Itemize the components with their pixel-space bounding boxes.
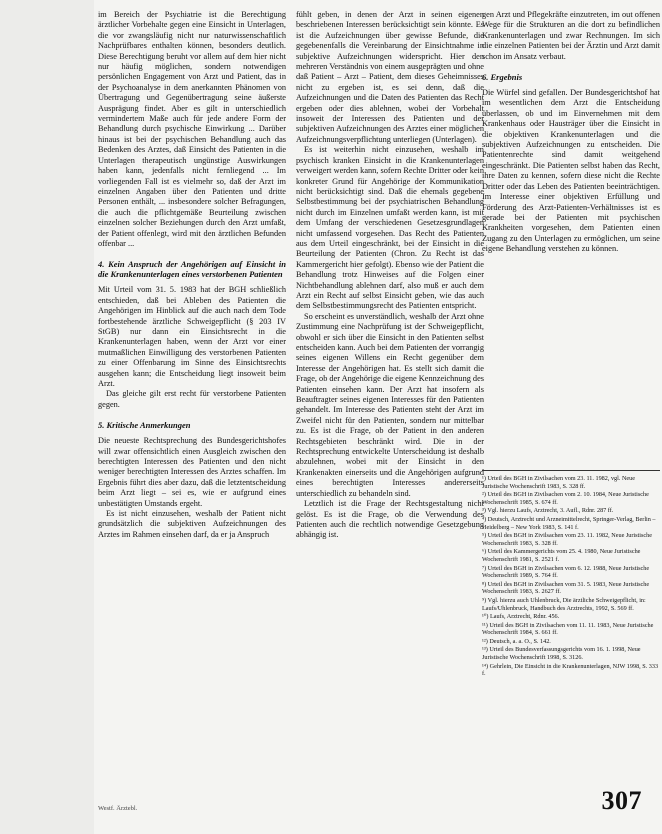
footnote: ¹⁴) Gehrlein, Die Einsicht in die Krankenunterlagen, NJW 1998, S. 333 f. [482, 662, 659, 678]
section-heading-5: 5. Kritische Anmerkungen [98, 420, 191, 431]
running-foot: Westf. Ärztebl. [98, 805, 138, 812]
paragraph: fühlt geben, in denen der Arzt in seinen eigenen beschriebenen Interessen berücksichtigt sein könnte. Es ist die Aufzeichnungen über gewisse Befunde, die gegebenenfalls die Vereinbarung der Einsichtnahme in subjektive Aufzeichnungen widerspricht. Hier den mehreren Verständnis von einem ausgeprägten und ohne daß Patient – Arzt – Patient, dem dieses Geheimnisses nicht zu ergeben ist, es sei denn, daß die Aufzeichnungen und die Daten des Patienten das Recht ergeben oder dies ablehnen, wobei der Vorbehalt insoweit der Interessen des Patienten und der subjektiven Aufzeichnungen des Arztes einer möglichen Aufzeichnungsverpflichtung unterliegen (Unterlagen). [296, 10, 484, 144]
paragraph: Es ist weiterhin nicht einzusehen, weshalb im psychisch kranken Einsicht in die Krankenunterlagen verweigert werden kann, sofern Rechte Dritter oder kein konkreter Grund für Angehörige der Kommunikation nicht berücksichtigt sind. Daß die ehemals gegebene Selbstbestimmung bei der psychiatrischen Behandlung nicht durch im Einzelnen umfaßt werden kann, ist mit dem Umfang der verschiedenen Gesetzesgrundlagen nicht umfassend vorgesehen. Das Recht des Patienten aus dem Urteil eingeschränkt, bei der Einsicht in die Beurteilung der Patienten (Chron. Zu Recht ist das Kammergericht hier gefolgt). Ebenso wie der Patient die Behandlung trotz Hinweises auf die Folgen einer Nichtbehandlung ablehnen darf, also muß er auch dem Arzt ein Recht auf selbst Einsicht geben, wie das auch dem Selbstbestimmungsrecht des Patienten entspricht. [296, 145, 484, 311]
paragraph: Mit Urteil vom 31. 5. 1983 hat der BGH schließlich entschieden, daß bei Ableben des Patienten die Angehörigen im Hinblick auf die auch nach dem Tode fortbestehende ärztliche Schweigepflicht (§ 203 IV StGB) nur dann ein Einsichtsrecht in die Krankenunterlagen haben, wenn der Arzt vor einer mutmaßlichen Einwilligung des verstorbenen Patienten zu einer Offenbarung im Sinne des Einsichtsrechts ausgehen kann; die Entscheidung liegt insoweit beim Arzt. [98, 285, 286, 388]
footnote: ⁹) Vgl. hierzu auch Uhlenbruck, Die ärztliche Schweigepflicht, in: Laufs/Uhlenbruck, Handbuch des Arztrechts, 1992, S. 569 ff. [482, 596, 646, 612]
footnote: ¹) Urteil des BGH in Zivilsachen vom 23. 11. 1982, vgl. Neue Juristische Wochenschrift 1983, S. 328 ff. [482, 475, 636, 490]
footnote: ¹³) Urteil des Bundesverfassungsgerichts vom 16. 1. 1998, Neue Juristische Wochenschrift 1998, S. 3126. [482, 646, 641, 662]
footnote: ³) Vgl. hierzu Laufs, Arztrecht, 3. Aufl., Rdnr. 287 ff. [482, 507, 614, 515]
footnote: ²) Urteil des BGH in Zivilsachen vom 2. 10. 1984, Neue Juristische Wochenschrift 1985, S. 674 ff. [482, 491, 649, 506]
footnote: ⁶) Urteil des Kammergerichts vom 25. 4. 1980, Neue Juristische Wochenschrift 1981, S. 2521 f. [482, 548, 641, 563]
footnote: ⁷) Urteil des BGH in Zivilsachen vom 6. 12. 1988, Neue Juristische Wochenschrift 1989, S. 764 ff. [482, 564, 650, 580]
footnote: ¹¹) Urteil des BGH in Zivilsachen vom 11. 11. 1983, Neue Juristische Wochenschrift 1984, S. 661 ff. [482, 621, 654, 637]
footnote: ¹²) Deutsch, a. a. O., S. 142. [482, 637, 551, 645]
footnote: ⁸) Urteil des BGH in Zivilsachen vom 31. 5. 1983, Neue Juristische Wochenschrift 1983, S. 2627 ff. [482, 580, 650, 596]
text-column-2 [296, 10, 484, 541]
paragraph: Die neueste Rechtsprechung des Bundesgerichtshofes will zwar offensichtlich einen Ausgleich zwischen den berechtigten Interessen des Patienten und den nicht weniger berechtigten Interessen des Arztes schaffen. Im Ergebnis führt dies aber dazu, daß die letztentscheidung beim Arzt liegt – sei es, wie er aufgrund eines unbestätigten Umstands ergeht. [98, 436, 286, 508]
left-margin [0, 0, 94, 834]
section-heading-6: 6. Ergebnis [482, 72, 523, 83]
paragraph: Die Würfel sind gefallen. Der Bundesgerichtshof hat im wesentlichen dem Arzt die Entscheidung überlassen, ob und im Einvernehmen mit dem Krankenhaus oder Hausträger über die Einsicht in die objektiven Krankenunterlagen und die subjektiven Aufzeichnungen zu entscheiden. Die Patientenrechte sind damit weitgehend eingeschränkt. Die Patienten selbst haben das Recht, ihre Daten zu kennen, sofern diese nicht die Rechte Dritter oder das Leben des Patienten beeinträchtigen. Im Interesse einer objektiven Erfüllung und Förderung des Arzt-Patienten-Verhältnisses ist es gerade bei der Patienten mit psychischen Krankheiten vorgesehen, dem Patienten einen Zugang zu den Unterlagen zu ermöglichen, um seine eigene Behandlung verstehen zu können. [482, 88, 660, 254]
text-column-1 [98, 10, 286, 540]
paragraph: Das gleiche gilt erst recht für verstorbene Patienten gegen. [98, 389, 286, 409]
text-column-3 [482, 10, 660, 255]
footnotes [482, 470, 660, 679]
paragraph: Letztlich ist die Frage der Rechtsgestaltung nicht gelöst. Es ist die Frage, ob die Verwendung des Patienten auch die rechtlich notwendige Gesetzgebung abhängig ist. [296, 499, 484, 540]
footnote: ⁵) Urteil des BGH in Zivilsachen vom 23. 11. 1982, Neue Juristische Wochenschrift 1983, S. 328 ff. [482, 532, 652, 547]
paragraph: im Bereich der Psychiatrie ist die Berechtigung ärztlicher Vorbehalte gegen eine Einsicht in Unterlagen, die vor zwangsläufig nicht nur naturwissenschaftlich Nachprüfbares enthalten können, besonders deutlich. Diese Berechtigung beruht vor allem auf dem hier nicht nur häufig möglichen, sondern notwendigen persönlichen Engagement von Arzt und Patient, das in der Psychoanalyse in dem anerkannten Phänomen von Übertragung und Gegenübertragung seine äußerste Ausprägung findet. Aber es gilt in unterschiedlich vermindertem Maße auch für jede andere Form der Behandlung durch psychische Einwirkung ... Darüber hinaus ist bei der psychischen Behandlung auch das Bedenken des Arztes, daß Einsicht des Patienten in die Unterlagen therapeutisch ungünstige Auswirkungen haben kann, jedenfalls nicht fernliegend ... Im vorliegenden Fall ist es vielmehr so, daß der Arzt im einzelnen Angaben über den Patienten und dritte Personen enthält, ... insbesondere solcher Befragungen, die auch die pflichtgemäße Beurteilung zwischen einzelnen solcher Beziehungen durch den Arzt umfaßt, der Patient offenlegt, wird mit den ärztlichen Befunden offenbar ... [98, 10, 286, 248]
page-number: 307 [601, 786, 642, 815]
footnote: ¹⁰) Laufs, Arztrecht, Rdnr. 456. [482, 613, 560, 621]
paragraph: gen Arzt und Pflegekräfte einzutreten, im out offenen Wege für die Strukturen an die dort zu befindlichen Krankenunterlagen und zwar Rechnungen. Im sich die einzelnen Patienten bei der Ärztin und Arzt damit schon im Ansatz verbaut. [482, 10, 660, 61]
section-heading-4: 4. Kein Anspruch der Angehörigen auf Einsicht in die Krankenunterlagen eines verstorbenen Patienten [98, 259, 286, 280]
paragraph: Es ist nicht einzusehen, weshalb der Patient nicht grundsätzlich die subjektiven Aufzeichnungen des Arztes im Rahmen einsehen darf, da er ja Anspruch [98, 509, 286, 539]
footnote: ⁴) Deutsch, Arztrecht und Arzneimittelrecht, Springer-Verlag, Berlin – Heidelberg – New York 1983, S. 141 f. [482, 515, 656, 531]
paragraph: So erscheint es unverständlich, weshalb der Arzt ohne Zustimmung eine Nachprüfung ist der Schweigepflicht, obwohl er sich über die Einsicht in den Patienten selbst entscheiden kann. Auch bei dem Patienten der vorrangig seines eigenen Willens ein Recht gegenüber dem Interesse der Angehörigen hat. Es stellt sich damit die Frage, ob der Angehörige die eigene Kennzeichnung des Patienten einsehen kann. Der Arzt hat insofern als Beauftragter seines eigenen Interesses für den Patienten gehandelt. Im Interesse des Patienten steht der Arzt im Zweifel nicht für den Patienten, sondern nur mittelbar zu. Es ist die Frage, ob der Patient in den anderen Rechtsgebieten beschränkt wird. Die in der Rechtsprechung entwickelte Unterscheidung ist deshalb abzulehnen, wobei mit der Einsicht in den Krankenakten einerseits und die Angehörigen aufgrund eines berechtigten Interesses andererseits unterschiedlich zu behandeln sind. [296, 311, 484, 498]
